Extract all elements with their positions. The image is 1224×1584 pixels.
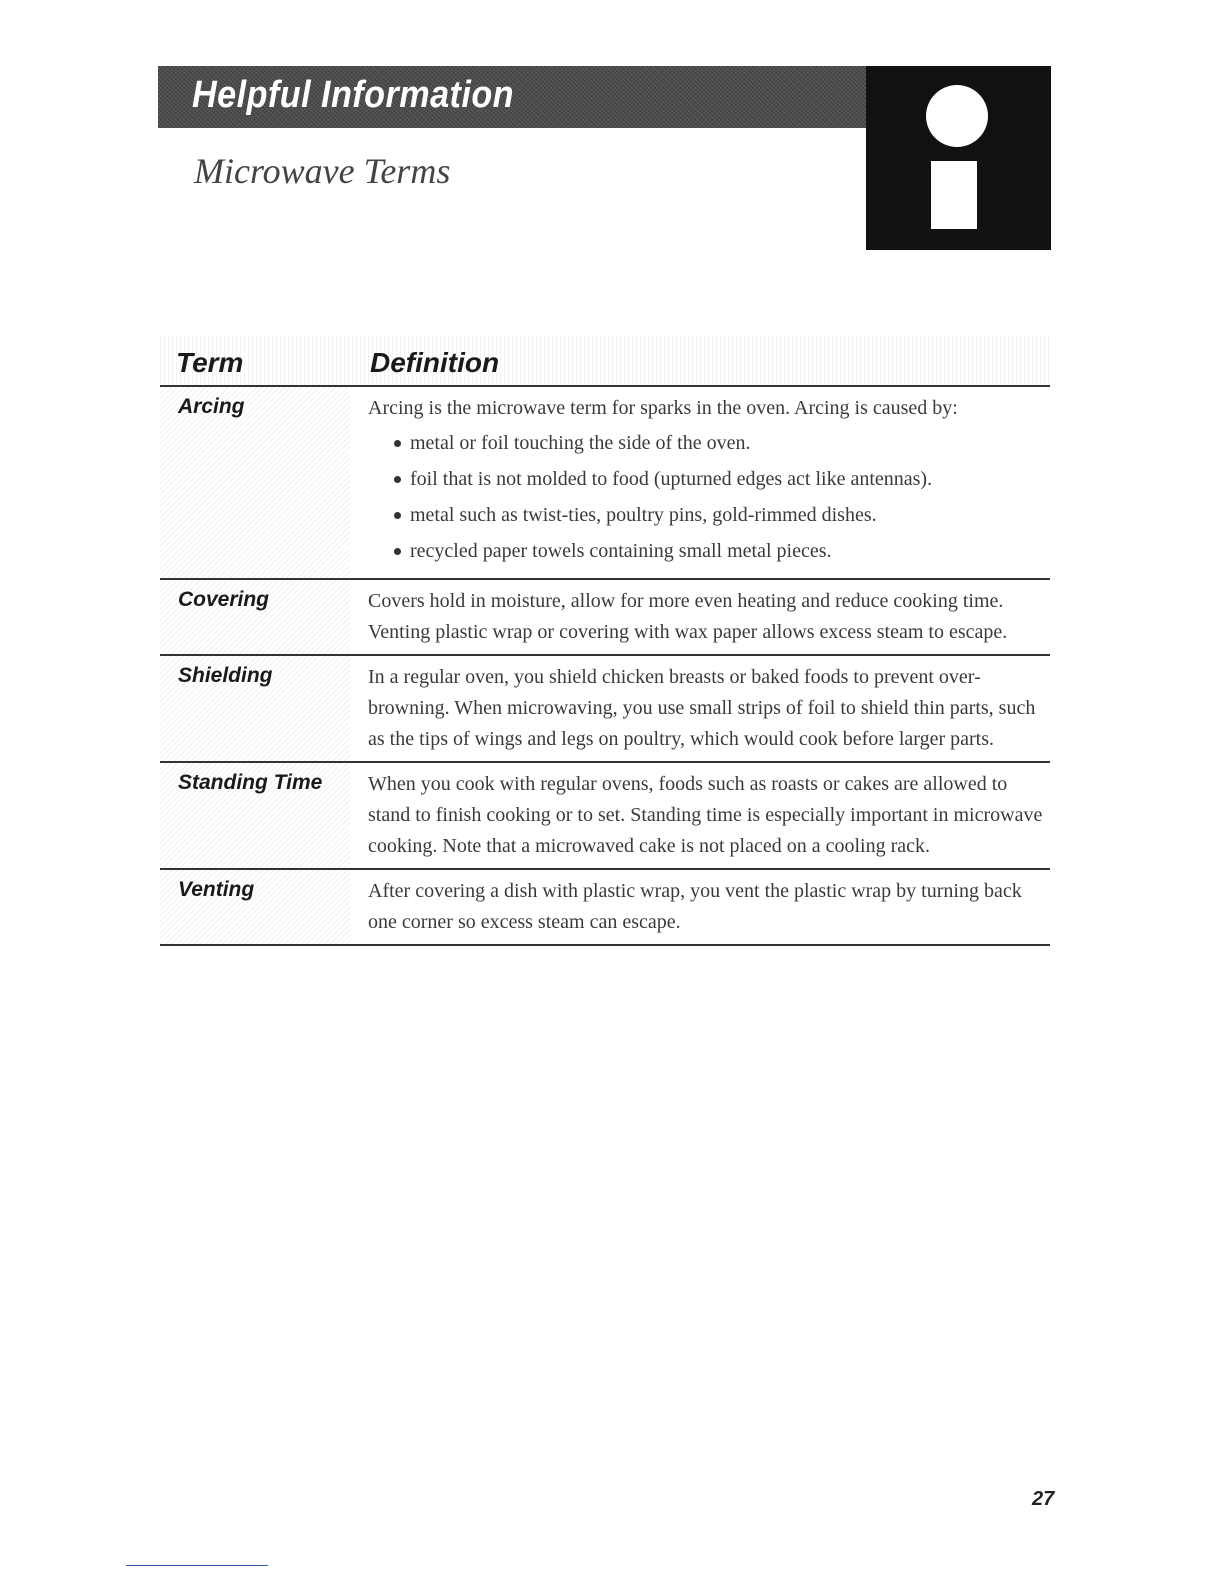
info-icon <box>866 66 1051 250</box>
terms-table <box>160 335 1050 946</box>
term-cell <box>160 763 350 868</box>
term-label: Shielding <box>178 664 273 687</box>
info-icon-dot <box>926 85 988 147</box>
term-label: Standing Time <box>178 771 323 794</box>
table-row-arcing <box>160 387 1050 580</box>
term-label: Venting <box>178 878 255 901</box>
definition-text: Arcing is the microwave term for sparks in the oven. Arcing is caused by: <box>368 397 958 419</box>
definition-text: In a regular oven, you shield chicken breasts or baked foods to prevent over-browning. When microwaving, you use small strips of foil to shield thin parts, such as the tips of wings and legs on poultry, which would cook before larger parts. <box>368 666 1036 750</box>
term-cell <box>160 387 350 578</box>
section-banner <box>158 66 866 128</box>
bullet-list <box>368 428 1050 567</box>
table-row-venting <box>160 870 1050 946</box>
definition-text: When you cook with regular ovens, foods such as roasts or cakes are allowed to stand to finish cooking or to set. Standing time is especially important in microwave cooking. Note that a microwaved cake is not placed on a cooling rack. <box>368 773 1043 857</box>
term-label: Arcing <box>178 395 245 418</box>
table-row-shielding <box>160 656 1050 763</box>
table-row-covering <box>160 580 1050 656</box>
term-cell <box>160 656 350 761</box>
footer-rule <box>126 1565 268 1566</box>
page-subtitle: Microwave Terms <box>194 151 451 191</box>
column-header-term: Term <box>176 347 244 378</box>
bullet-item: metal such as twist-ties, poultry pins, gold-rimmed dishes. <box>368 500 1050 531</box>
definition-text: After covering a dish with plastic wrap, you vent the plastic wrap by turning back one corner so excess steam can escape. <box>368 880 1022 933</box>
definition-cell <box>350 870 1050 944</box>
bullet-item: recycled paper towels containing small metal pieces. <box>368 536 1050 567</box>
definition-cell <box>350 387 1050 578</box>
bullet-item: foil that is not molded to food (upturned edges act like antennas). <box>368 464 1050 495</box>
term-cell <box>160 580 350 654</box>
table-row-standing-time <box>160 763 1050 870</box>
term-cell <box>160 870 350 944</box>
definition-cell <box>350 580 1050 654</box>
section-title: Helpful Information <box>192 74 515 116</box>
term-label: Covering <box>178 588 270 611</box>
table-header <box>160 335 1050 387</box>
page-number: 27 <box>1032 1488 1055 1510</box>
definition-cell <box>350 656 1050 761</box>
definition-cell <box>350 763 1050 868</box>
column-header-definition: Definition <box>370 347 500 378</box>
info-icon-stem <box>931 161 977 229</box>
bullet-item: metal or foil touching the side of the oven. <box>368 428 1050 459</box>
definition-text: Covers hold in moisture, allow for more even heating and reduce cooking time. Venting plastic wrap or covering with wax paper allows excess steam to escape. <box>368 590 1008 643</box>
